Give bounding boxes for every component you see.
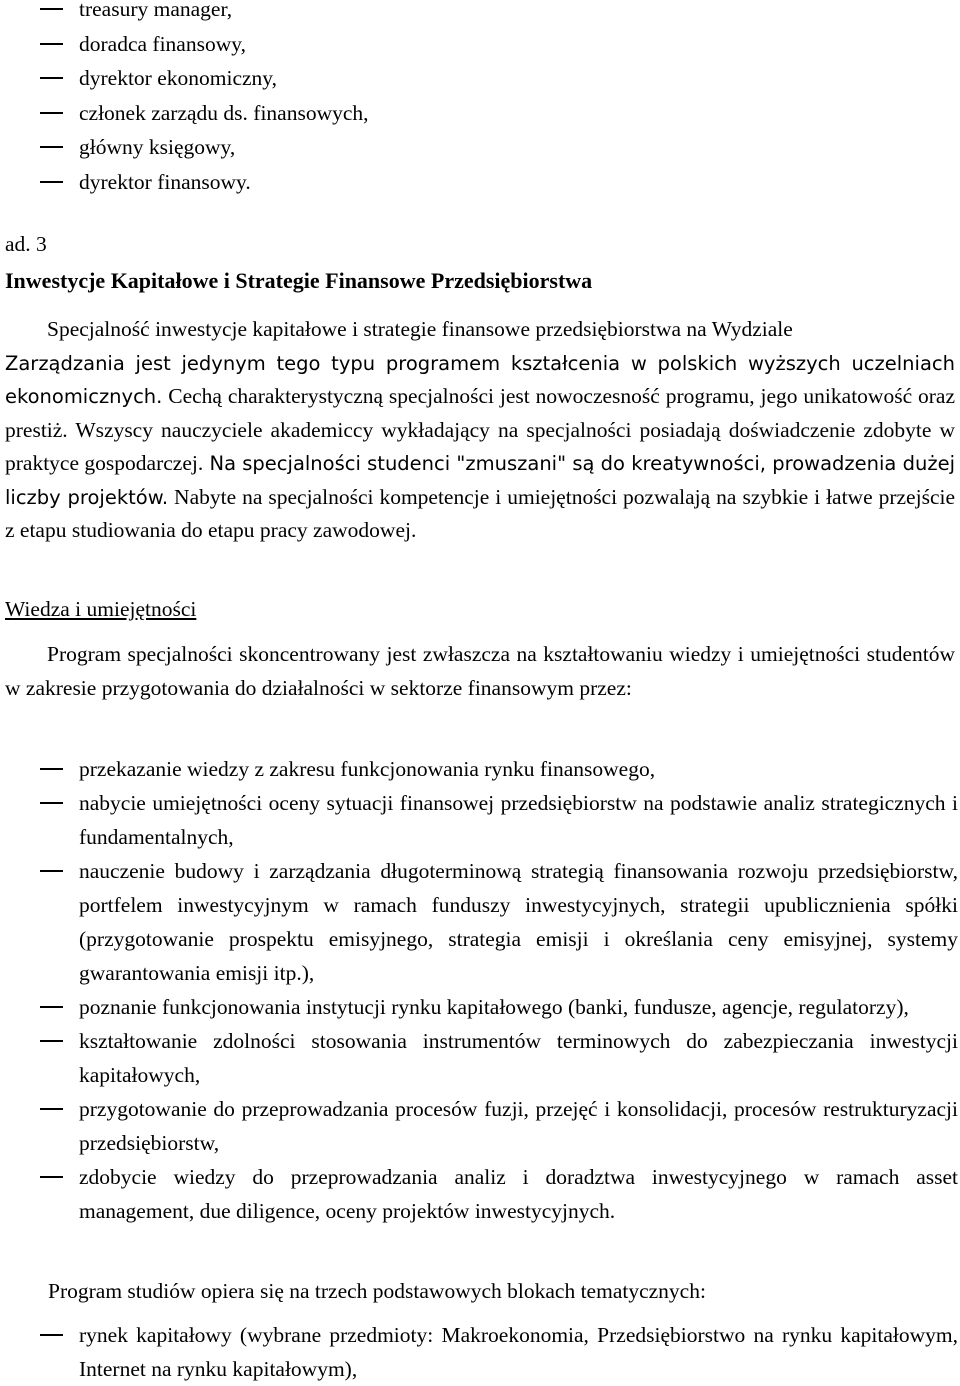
list-item: nabycie umiejętności oceny sytuacji finansowej przedsiębiorstw na podstawie analiz strategicznych i fundamentalnych,: [0, 786, 958, 854]
skills-list: [0, 752, 958, 1228]
list-item: treasury manager,: [0, 0, 958, 27]
intro-text-2: Cechą charakterystyczną specjalności jest nowoczesność programu, jego unikatowość oraz prestiż.: [5, 384, 955, 442]
list-item: dyrektor finansowy.: [0, 165, 958, 200]
list-item: członek zarządu ds. finansowych,: [0, 96, 958, 131]
career-list: [0, 0, 958, 199]
intro-text-5: Nabyte na specjalności kompetencje i umiejętności pozwalają na szybkie i łatwe przejście z etapu studiowania do etapu pracy zawodowej.: [5, 484, 956, 542]
intro-text-4: Na specjalności studenci "zmuszani" są do kreatywności, prowadzenia dużej liczby projektów.: [5, 452, 955, 509]
blocks-list: [0, 1318, 958, 1386]
section-title: Inwestycje Kapitałowe i Strategie Finansowe Przedsiębiorstwa: [5, 268, 593, 293]
list-item: poznanie funkcjonowania instytucji rynku kapitałowego (banki, fundusze, agencje, regulatorzy),: [0, 990, 958, 1024]
intro-sans-text: Zarządzania jest jedynym tego typu programem kształcenia w polskich wyższych uczelniach ekonomicznych.: [5, 351, 955, 408]
knowledge-heading: Wiedza i umiejętności: [5, 597, 197, 621]
section-prefix: ad.: [5, 232, 31, 256]
list-item: doradca finansowy,: [0, 27, 958, 62]
blocks-intro: Program studiów opiera się na trzech podstawowych blokach tematycznych:: [48, 1279, 706, 1303]
intro-line-1: Specjalność inwestycje kapitałowe i strategie finansowe przedsiębiorstwa na Wydziale: [47, 317, 793, 341]
section-number: [5, 232, 47, 257]
list-item: zdobycie wiedzy do przeprowadzania analiz i doradztwa inwestycyjnego w ramach asset management, due diligence, oceny projektów inwestycyjnych.: [0, 1160, 958, 1228]
list-item: rynek kapitałowy (wybrane przedmioty: Makroekonomia, Przedsiębiorstwo na rynku kapitałowym, Internet na rynku kapitałowym),: [0, 1318, 958, 1386]
section-number-value: 3: [36, 232, 47, 256]
list-item: kształtowanie zdolności stosowania instrumentów terminowych do zabezpieczania inwestycji kapitałowych,: [0, 1024, 958, 1092]
list-item: przekazanie wiedzy z zakresu funkcjonowania rynku finansowego,: [0, 752, 958, 786]
intro-text-3: Wszyscy nauczyciele akademiccy wykładający na specjalności posiadają doświadczenie zdobyte w praktyce gospodarczej.: [5, 417, 955, 475]
list-item: główny księgowy,: [0, 130, 958, 165]
intro-paragraph: [5, 313, 955, 548]
list-item: dyrektor ekonomiczny,: [0, 61, 958, 96]
list-item: przygotowanie do przeprowadzania procesów fuzji, przejęć i konsolidacji, procesów restrukturyzacji przedsiębiorstw,: [0, 1092, 958, 1160]
knowledge-paragraph: Program specjalności skoncentrowany jest zwłaszcza na kształtowaniu wiedzy i umiejętności studentów w zakresie przygotowania do działalności w sektorze finansowym przez:: [5, 642, 955, 700]
list-item: nauczenie budowy i zarządzania długoterminową strategią finansowania rozwoju przedsiębiorstw, portfelem inwestycyjnym w ramach funduszy inwestycyjnych, strategii upublicznienia spółki (przygotowanie prospektu emisyjnego, strategia emisji i określania ceny emisyjnej, systemy gwarantowania emisji itp.),: [0, 854, 958, 990]
